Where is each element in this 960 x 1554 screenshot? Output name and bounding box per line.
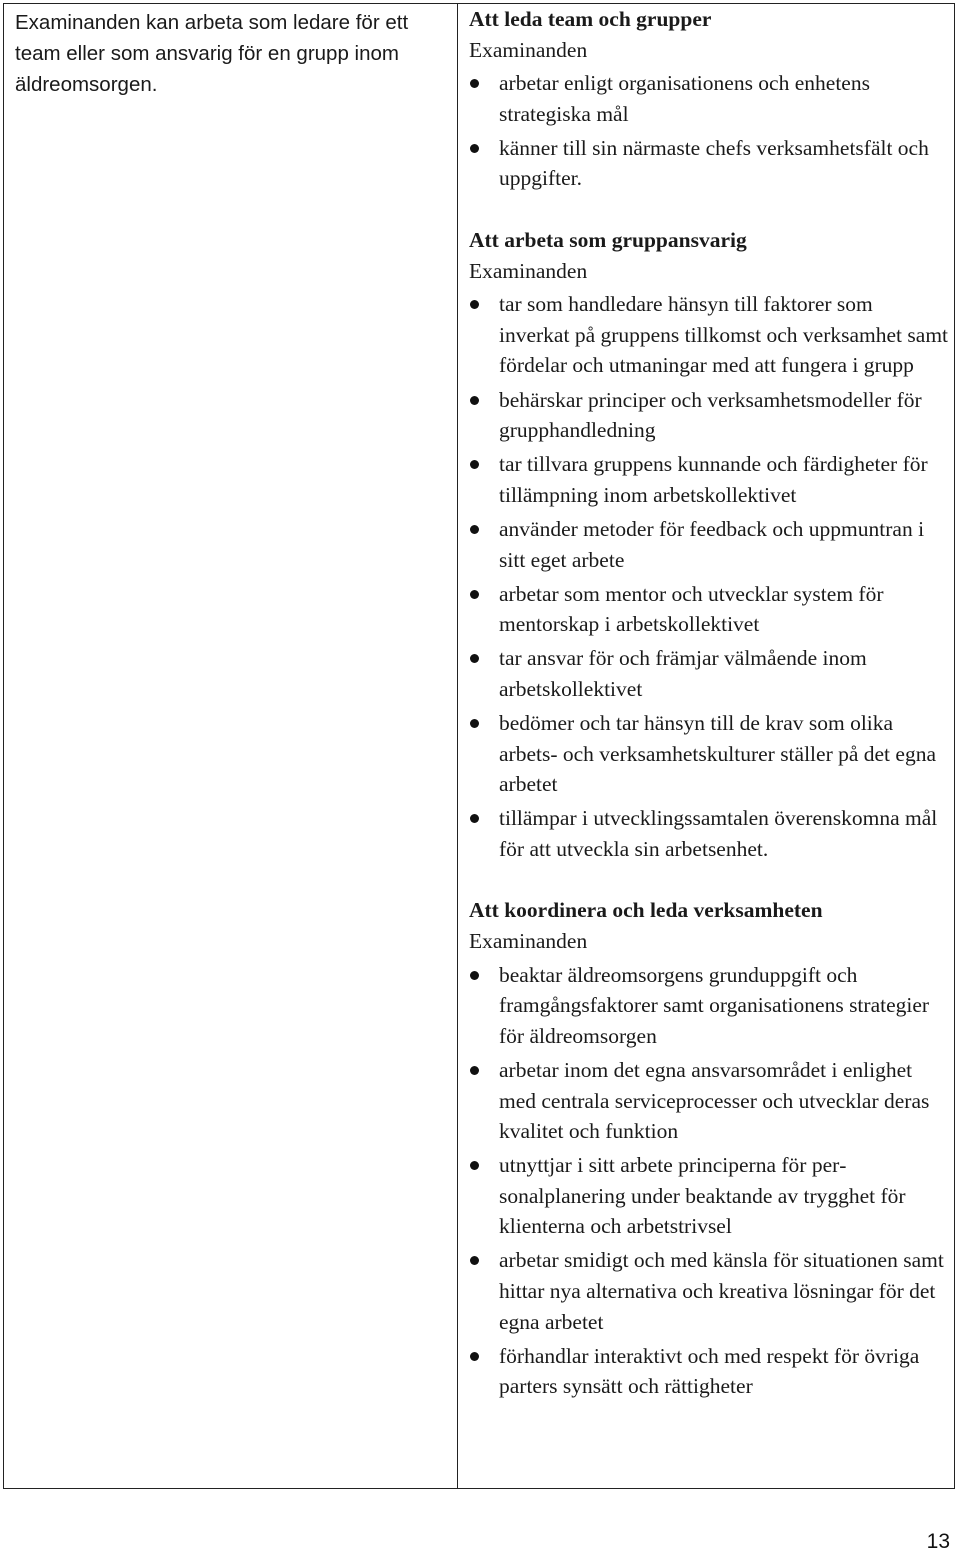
- section-subheading: Examinanden: [469, 258, 588, 283]
- section-heading: Att koordinera och leda verksamheten: [469, 898, 823, 923]
- list-item: tar ansvar för och främjar välmående inom arbetskollektivet: [469, 643, 948, 704]
- bullet-icon: [470, 460, 479, 469]
- section-group-responsibility: [469, 225, 948, 864]
- list-item: arbetar enligt organisationens och enhetens strategiska mål: [469, 68, 948, 129]
- bullet-icon: [470, 719, 479, 728]
- table-right-column: [458, 4, 954, 1488]
- list-item: använder metoder för feedback och uppmuntran i sitt eget arbete: [469, 514, 948, 575]
- list-item: utnyttjar i sitt arbete principerna för personalplanering under beaktande av trygghet för klienterna och arbetstrivsel: [469, 1150, 948, 1242]
- bullet-icon: [470, 814, 479, 823]
- section-heading: Att arbeta som gruppansvarig: [469, 228, 747, 253]
- bullet-list: [469, 68, 948, 194]
- section-subheading: Examinanden: [469, 929, 588, 954]
- section-heading: Att leda team och grupper: [469, 7, 712, 31]
- competence-description: Examinanden kan arbeta som ledare för ett team eller som ansvarig för en grupp inom äldreomsorgen.: [15, 11, 409, 96]
- bullet-icon: [470, 971, 479, 980]
- bullet-icon: [470, 1161, 479, 1170]
- bullet-icon: [470, 79, 479, 88]
- table-left-column: [4, 4, 458, 1488]
- bullet-icon: [470, 1066, 479, 1075]
- list-item: arbetar smidigt och med känsla för situationen samt hittar nya alternativa och kreativa lösningar för det egna arbetet: [469, 1245, 948, 1337]
- bullet-list: [469, 960, 948, 1402]
- bullet-icon: [470, 144, 479, 153]
- list-item: tar tillvara gruppens kunnande och färdigheter för tillämpning inom arbetskollektivet: [469, 449, 948, 510]
- criteria-table: [3, 3, 955, 1489]
- page-number: 13: [926, 1530, 950, 1553]
- bullet-icon: [470, 300, 479, 309]
- section-subheading: Examinanden: [469, 37, 588, 62]
- bullet-list: [469, 289, 948, 864]
- list-item: tar som handledare hänsyn till faktorer som inverkat på gruppens tillkomst och verksamhet samt fördelar och utmaningar med att fungera i grupp: [469, 289, 948, 381]
- bullet-icon: [470, 590, 479, 599]
- bullet-icon: [470, 654, 479, 663]
- list-item: beaktar äldreomsorgens grunduppgift och framgångsfaktorer samt organisationens strategier för äldreomsorgen: [469, 960, 948, 1052]
- bullet-icon: [470, 525, 479, 534]
- section-lead-teams: [469, 4, 948, 194]
- list-item: arbetar som mentor och utvecklar system för mentorskap i arbetskollektivet: [469, 579, 948, 640]
- list-item: känner till sin närmaste chefs verksamhetsfält och uppgifter.: [469, 133, 948, 194]
- bullet-icon: [470, 1352, 479, 1361]
- list-item: bedömer och tar hänsyn till de krav som olika arbets- och verksamhetskulturer ställer på det egna arbetet: [469, 708, 948, 800]
- list-item: behärskar principer och verksamhetsmodeller för grupphandledning: [469, 385, 948, 446]
- bullet-icon: [470, 1256, 479, 1265]
- list-item: arbetar inom det egna ansvarsområdet i enlighet med centrala serviceprocesser och utvecklar deras kvalitet och funktion: [469, 1055, 948, 1147]
- section-coordinate-operations: [469, 895, 948, 1402]
- list-item: förhandlar interaktivt och med respekt för övriga parters synsätt och rättigheter: [469, 1341, 948, 1402]
- list-item: tillämpar i utvecklingssamtalen överenskomna mål för att utveckla sin arbetsenhet.: [469, 803, 948, 864]
- bullet-icon: [470, 396, 479, 405]
